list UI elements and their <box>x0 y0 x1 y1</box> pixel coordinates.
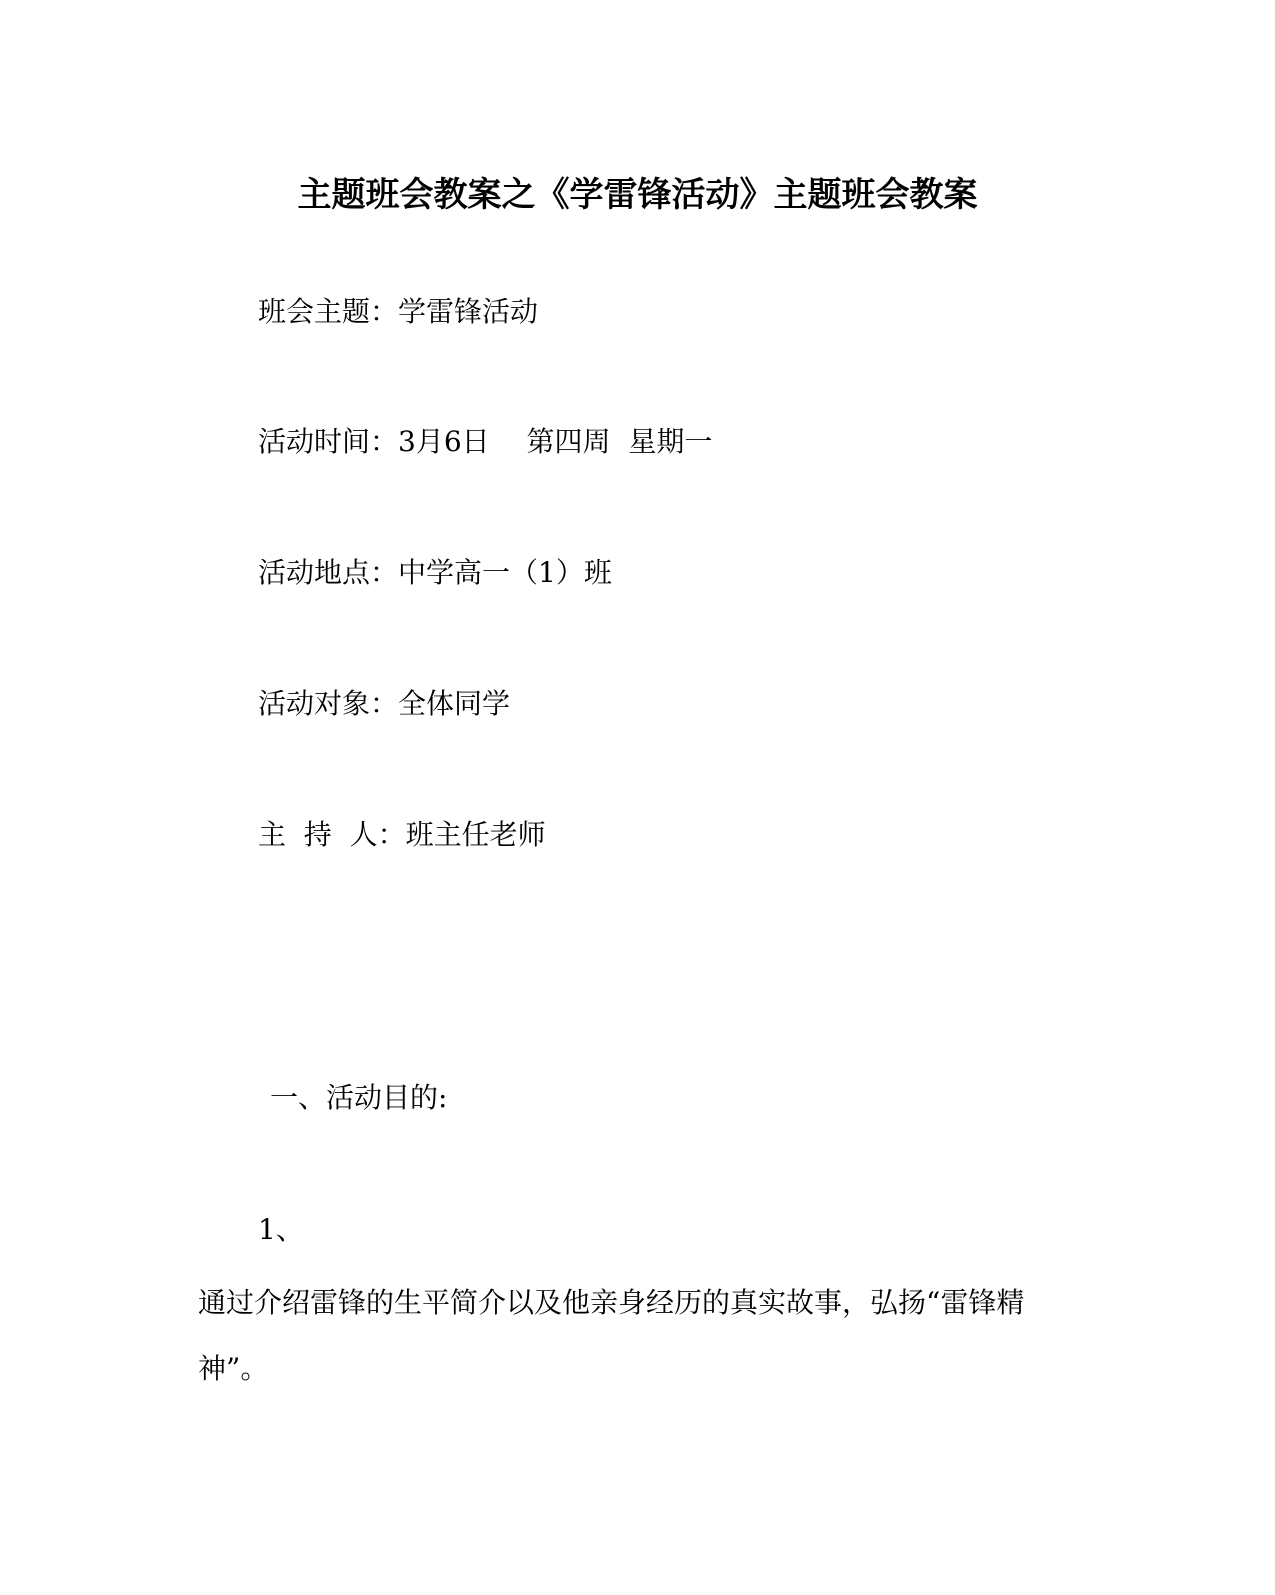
list-item-number: 1、 <box>258 1213 304 1246</box>
section-heading-purpose: 一、活动目的: <box>270 1081 448 1114</box>
document-title: 主题班会教案之《学雷锋活动》主题班会教案 <box>297 175 978 215</box>
field-audience: 活动对象：全体同学 <box>258 687 511 720</box>
field-location: 活动地点：中学高一（1）班 <box>258 556 612 589</box>
list-item-text: 通过介绍雷锋的生平简介以及他亲身经历的真实故事，弘扬“雷锋精神”。 <box>198 1286 1025 1385</box>
field-time: 活动时间：3月6日 第四周 星期一 <box>258 425 713 458</box>
field-theme: 班会主题：学雷锋活动 <box>258 295 539 328</box>
field-host: 主 持 人：班主任老师 <box>258 818 546 851</box>
